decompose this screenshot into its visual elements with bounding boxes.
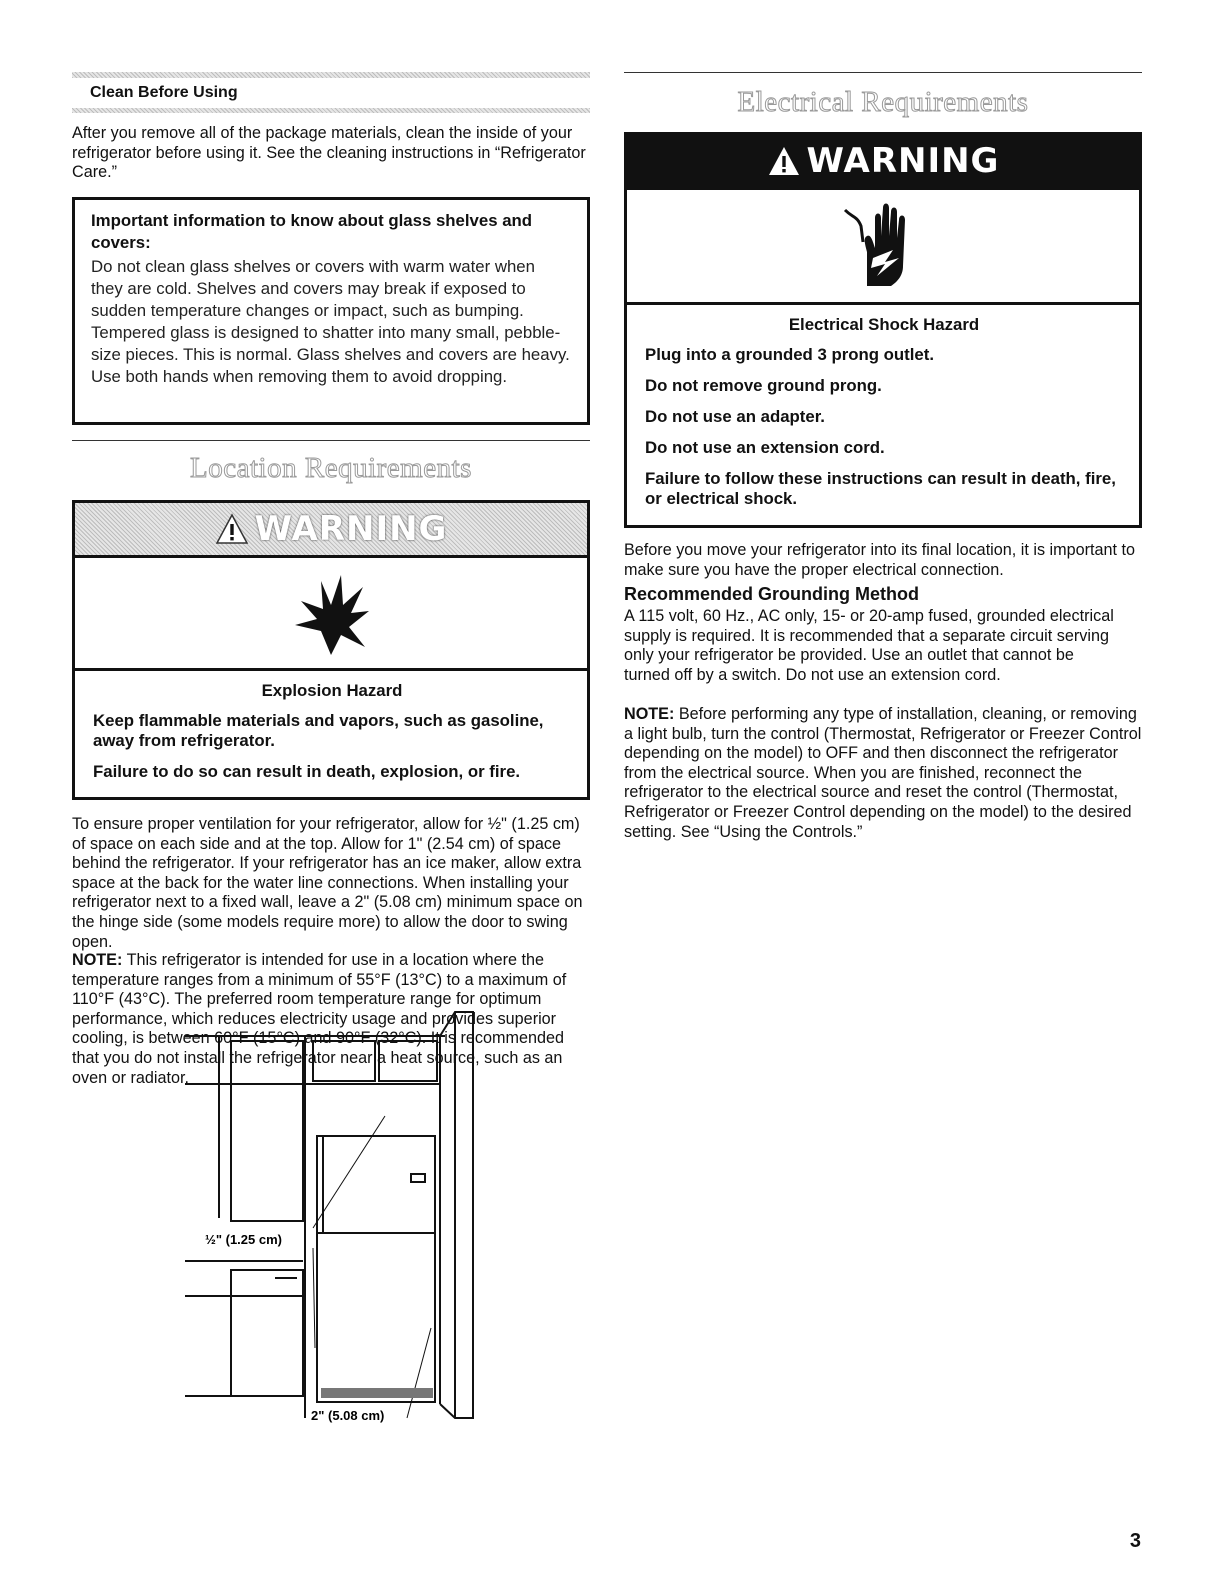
- warning-triangle-icon: [767, 145, 801, 177]
- location-requirements-title: Location Requirements: [190, 452, 472, 484]
- warning-line: Failure to do so can result in death, explosion, or fire.: [93, 762, 521, 781]
- hinge-clearance-label: 2" (5.08 cm): [311, 1408, 385, 1423]
- section-divider: [72, 440, 590, 441]
- shock-hazard-title: Electrical Shock Hazard: [788, 315, 980, 334]
- explosion-icon-area: [75, 558, 587, 671]
- warning-line: Failure to follow these instructions can result in death, fire, or electrical shock.: [645, 469, 1116, 508]
- explosion-warning-body: [75, 671, 587, 803]
- electrical-requirements-title: Electrical Requirements: [737, 86, 1029, 118]
- electrical-warning-body: [627, 305, 1139, 530]
- note-text: This refrigerator is intended for use in a location where the temperature ranges from a minimum of 55°F (13°C) to a maximum of 110°F (43°C). The preferred room temperature range for optimum performance, which reduces electricity usage and provides superior cooling, is between 60°F (15°C) and 90°F (32°C). It is recommended that you do not install the refrigerator near a heat source, such as an oven or radiator.: [72, 951, 567, 1087]
- warning-header: [75, 503, 587, 558]
- clean-before-using-heading-bar: [72, 72, 590, 112]
- note-text: Before performing any type of installation, cleaning, or removing a light bulb, turn the control (Thermostat, Refrigerator or Freezer Control depending on the model) to OFF and then disconnect the refrigerator from the electrical source. When you are finished, reconnect the refrigerator to the electrical source and reset the control (Thermostat, Refrigerator or Freezer Control depending on the model) to the desired setting. See “Using the Controls.”: [624, 705, 1142, 841]
- electrical-warning-box: [624, 132, 1142, 528]
- clean-before-using-body: After you remove all of the package materials, clean the inside of your refrigerator before using it. See the cleaning instructions in “Refrigerator Care.”: [72, 124, 586, 182]
- glass-info-title: Important information to know about glass shelves and covers:: [91, 211, 533, 252]
- explosion-icon: [291, 571, 371, 655]
- electrical-note: [624, 705, 1142, 842]
- glass-shelves-info-box: [72, 197, 590, 425]
- refrigerator-clearance-figure: [185, 1008, 485, 1428]
- warning-line: Do not use an adapter.: [645, 407, 825, 426]
- ventilation-paragraph: To ensure proper ventilation for your refrigerator, allow for ½" (1.25 cm) of space on each side and at the top. Allow for 1" (2.54 cm) of space behind the refrigerator. If your refrigerator has an ice maker, allow extra space at the back for the water line connections. When installing your refrigerator next to a fixed wall, leave a 2" (5.08 cm) minimum space on the hinge side (some models require more) to allow the door to swing open.: [72, 815, 583, 951]
- note-label: NOTE:: [624, 705, 675, 723]
- page-number: 3: [1129, 1530, 1141, 1552]
- grounding-body: A 115 volt, 60 Hz., AC only, 15- or 20-amp fused, grounded electrical supply is required. It is recommended that a separate circuit serving only your refrigerator be provided. Use an outlet that cannot be turned off by a switch. Do not use an extension cord.: [624, 607, 1114, 684]
- warning-line: Do not remove ground prong.: [645, 376, 882, 395]
- shock-icon-area: [627, 190, 1139, 305]
- explosion-hazard-title: Explosion Hazard: [261, 681, 403, 700]
- section-divider: [624, 72, 1142, 73]
- warning-triangle-icon: [215, 513, 249, 545]
- warning-label: WARNING: [806, 141, 1000, 181]
- note-label: NOTE:: [72, 951, 123, 969]
- clean-before-using-heading: Clean Before Using: [90, 84, 244, 102]
- glass-info-body: Do not clean glass shelves or covers with warm water when they are cold. Shelves and covers may break if exposed to sudden temperature changes or impact, such as bumping. Tempered glass is designed to shatter into many small, pebble-size pieces. This is normal. Glass shelves and covers are heavy. Use both hands when removing them to avoid dropping.: [91, 257, 570, 386]
- warning-header: [627, 135, 1139, 190]
- explosion-warning-box: [72, 500, 590, 800]
- warning-line: Do not use an extension cord.: [645, 438, 885, 457]
- electrical-intro: Before you move your refrigerator into its final location, it is important to make sure you have the proper electrical connection.: [624, 541, 1136, 579]
- warning-label: WARNING: [254, 509, 448, 549]
- electric-shock-hand-icon: [843, 196, 923, 296]
- warning-line: Keep flammable materials and vapors, such as gasoline, away from refrigerator.: [93, 711, 544, 750]
- side-clearance-label: ½" (1.25 cm): [205, 1232, 282, 1247]
- grounding-method-heading: Recommended Grounding Method: [624, 584, 919, 604]
- warning-line: Plug into a grounded 3 prong outlet.: [645, 345, 934, 364]
